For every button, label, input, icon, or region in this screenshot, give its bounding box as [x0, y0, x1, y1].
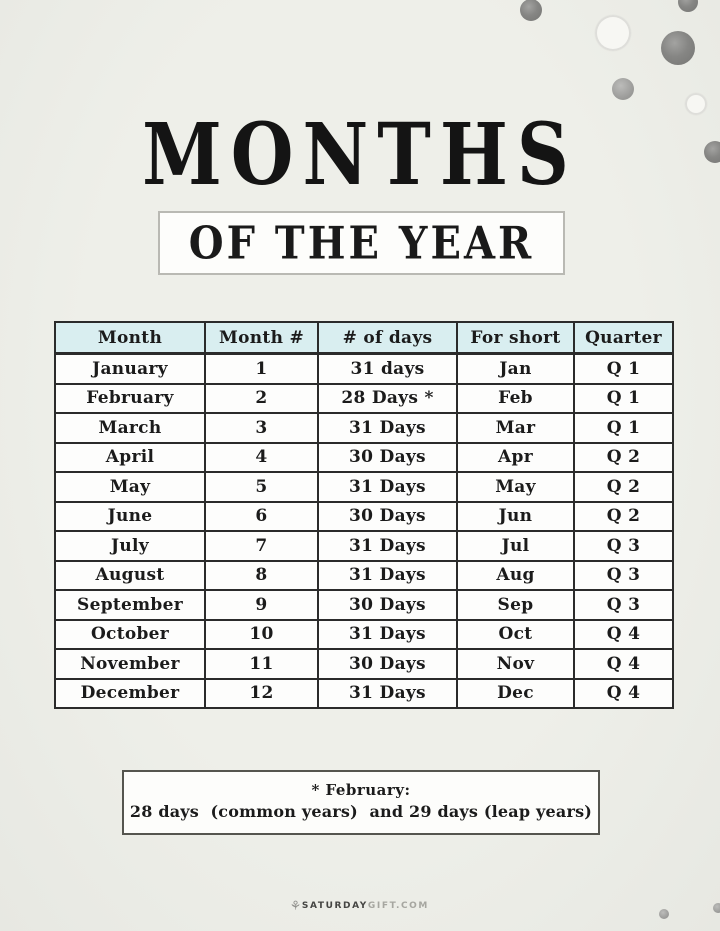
- table-cell: 31 Days: [318, 531, 457, 561]
- table-cell: April: [55, 443, 205, 473]
- table-cell: 31 Days: [318, 620, 457, 650]
- table-cell: November: [55, 649, 205, 679]
- table-row: [55, 384, 673, 414]
- table-row: [55, 354, 673, 384]
- table-cell: Jul: [457, 531, 574, 561]
- column-header: Month #: [205, 322, 318, 354]
- confetti-dot: [595, 15, 631, 51]
- table-cell: September: [55, 590, 205, 620]
- table-cell: Q 1: [574, 384, 673, 414]
- table-row: [55, 590, 673, 620]
- table-cell: 31 Days: [318, 413, 457, 443]
- table-cell: 30 Days: [318, 443, 457, 473]
- table-cell: 31 Days: [318, 472, 457, 502]
- table-cell: Sep: [457, 590, 574, 620]
- flower-icon: ⚘: [290, 899, 300, 914]
- table-cell: December: [55, 679, 205, 709]
- confetti-dot: [661, 31, 695, 65]
- table-cell: 12: [205, 679, 318, 709]
- table-cell: 31 days: [318, 354, 457, 384]
- table-cell: Q 4: [574, 620, 673, 650]
- table-cell: Q 4: [574, 649, 673, 679]
- table-cell: 2: [205, 384, 318, 414]
- table-cell: Q 1: [574, 413, 673, 443]
- footnote-box: [122, 770, 600, 835]
- table-row: [55, 502, 673, 532]
- table-cell: February: [55, 384, 205, 414]
- table-cell: Nov: [457, 649, 574, 679]
- confetti-dot: [520, 0, 542, 21]
- table-cell: Dec: [457, 679, 574, 709]
- table-cell: Q 2: [574, 472, 673, 502]
- table-cell: 1: [205, 354, 318, 384]
- footer-brand: [0, 898, 720, 915]
- table-cell: Q 4: [574, 679, 673, 709]
- confetti-dot: [612, 78, 634, 100]
- table-cell: March: [55, 413, 205, 443]
- brand-name: SATURDAY: [301, 901, 368, 911]
- table-cell: 4: [205, 443, 318, 473]
- table-cell: Q 2: [574, 443, 673, 473]
- table-cell: 31 Days: [318, 679, 457, 709]
- table-cell: Jun: [457, 502, 574, 532]
- table-row: [55, 413, 673, 443]
- table-cell: 30 Days: [318, 590, 457, 620]
- table-cell: 31 Days: [318, 561, 457, 591]
- column-header: Quarter: [574, 322, 673, 354]
- table-cell: Oct: [457, 620, 574, 650]
- table-row: [55, 443, 673, 473]
- table-cell: January: [55, 354, 205, 384]
- table-cell: May: [457, 472, 574, 502]
- table-cell: October: [55, 620, 205, 650]
- column-header: Month: [55, 322, 205, 354]
- table-cell: Q 1: [574, 354, 673, 384]
- column-header: For short: [457, 322, 574, 354]
- table-row: [55, 679, 673, 709]
- table-cell: 28 Days *: [318, 384, 457, 414]
- table-cell: Q 3: [574, 531, 673, 561]
- table-cell: Q 3: [574, 590, 673, 620]
- table-cell: 6: [205, 502, 318, 532]
- table-row: [55, 561, 673, 591]
- table-cell: 11: [205, 649, 318, 679]
- table-row: [55, 649, 673, 679]
- table-cell: Feb: [457, 384, 574, 414]
- footnote-title: * February:: [311, 781, 411, 799]
- table-cell: 8: [205, 561, 318, 591]
- table-cell: 30 Days: [318, 502, 457, 532]
- table-header-row: [55, 322, 673, 354]
- table-cell: Mar: [457, 413, 574, 443]
- column-header: # of days: [318, 322, 457, 354]
- table-cell: 9: [205, 590, 318, 620]
- footnote-text: 28 days (common years) and 29 days (leap years): [129, 802, 593, 821]
- table-cell: Jan: [457, 354, 574, 384]
- table-cell: 5: [205, 472, 318, 502]
- table-cell: May: [55, 472, 205, 502]
- table-row: [55, 531, 673, 561]
- table-cell: Q 2: [574, 502, 673, 532]
- subtitle-box: [158, 211, 565, 275]
- months-table: [54, 321, 674, 709]
- table-row: [55, 472, 673, 502]
- page-subtitle: OF THE YEAR: [188, 216, 535, 270]
- table-cell: June: [55, 502, 205, 532]
- brand-domain: GIFT.COM: [367, 901, 429, 911]
- table-cell: 7: [205, 531, 318, 561]
- table-cell: 30 Days: [318, 649, 457, 679]
- table-cell: August: [55, 561, 205, 591]
- table-cell: 3: [205, 413, 318, 443]
- table-cell: Q 3: [574, 561, 673, 591]
- table-row: [55, 620, 673, 650]
- page-title: MONTHS: [142, 104, 578, 205]
- table-cell: Aug: [457, 561, 574, 591]
- table-cell: July: [55, 531, 205, 561]
- table-cell: 10: [205, 620, 318, 650]
- confetti-dot: [678, 0, 698, 12]
- table-cell: Apr: [457, 443, 574, 473]
- table-body: [55, 354, 673, 709]
